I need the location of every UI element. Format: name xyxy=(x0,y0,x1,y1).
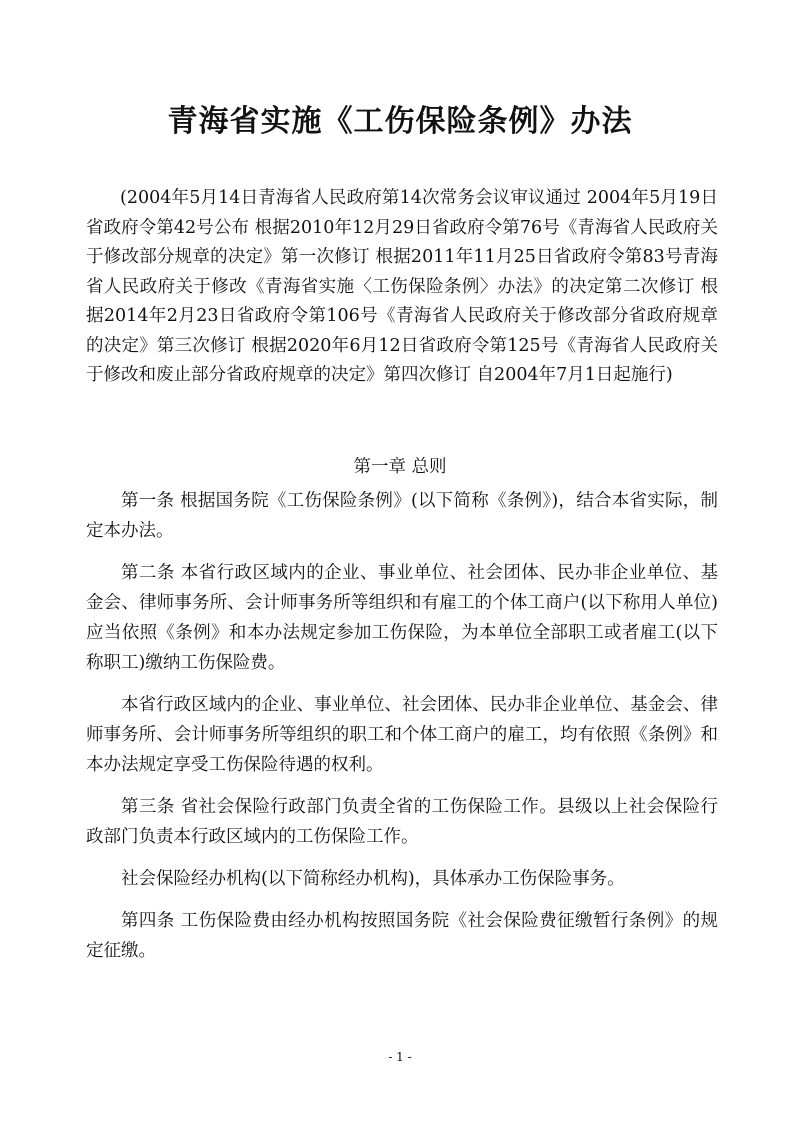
article-4-paragraph: 第四条 工伤保险费由经办机构按照国务院《社会保险费征缴暂行条例》的规定征缴。 xyxy=(86,911,718,961)
article-1-paragraph: 第一条 根据国务院《工伤保险条例》(以下简称《条例》)，结合本省实际，制定本办法。 xyxy=(86,491,718,541)
document-title: 青海省实施《工伤保险条例》办法 xyxy=(167,104,633,139)
article-3-paragraph: 第三条 省社会保险行政部门负责全省的工伤保险工作。县级以上社会保险行政部门负责本行政区域内的工伤保险工作。 xyxy=(86,797,718,847)
chapter-heading: 第一章 总则 xyxy=(353,457,447,477)
document-body xyxy=(86,486,718,978)
page-number: - 1 - xyxy=(388,1050,412,1064)
article-2-paragraph-continued: 本省行政区域内的企业、事业单位、社会团体、民办非企业单位、基金会、律师事务所、会计师事务所等组织的职工和个体工商户的雇工，均有依照《条例》和本办法规定享受工伤保险待遇的权利。 xyxy=(86,695,718,775)
article-3-paragraph-continued: 社会保险经办机构(以下简称经办机构)，具体承办工伤保险事务。 xyxy=(121,869,625,889)
document-preamble: (2004年5月14日青海省人民政府第14次常务会议审议通过 2004年5月19日省政府令第42号公布 根据2010年12月29日省政府令第76号《青海省人民政府关于修改部分规章的决定》第一次修订 根据2011年11月25日省政府令第83号青海省人民政府关于修改《青海省实施〈工伤保险条例〉办法》的决定第二次修订 根据2014年2月23日省政府令第106号《青海省人民政府关于修改部分省政府规章的决定》第三次修订 根据2020年6月12日省政府令第125号《青海省人民政府关于修改和废止部分省政府规章的决定》第四次修订 自2004年7月1日起施行) xyxy=(86,188,718,385)
article-2-paragraph: 第二条 本省行政区域内的企业、事业单位、社会团体、民办非企业单位、基金会、律师事务所、会计师事务所等组织和有雇工的个体工商户(以下称用人单位)应当依照《条例》和本办法规定参加工伤保险，为本单位全部职工或者雇工(以下称职工)缴纳工伤保险费。 xyxy=(86,563,718,673)
